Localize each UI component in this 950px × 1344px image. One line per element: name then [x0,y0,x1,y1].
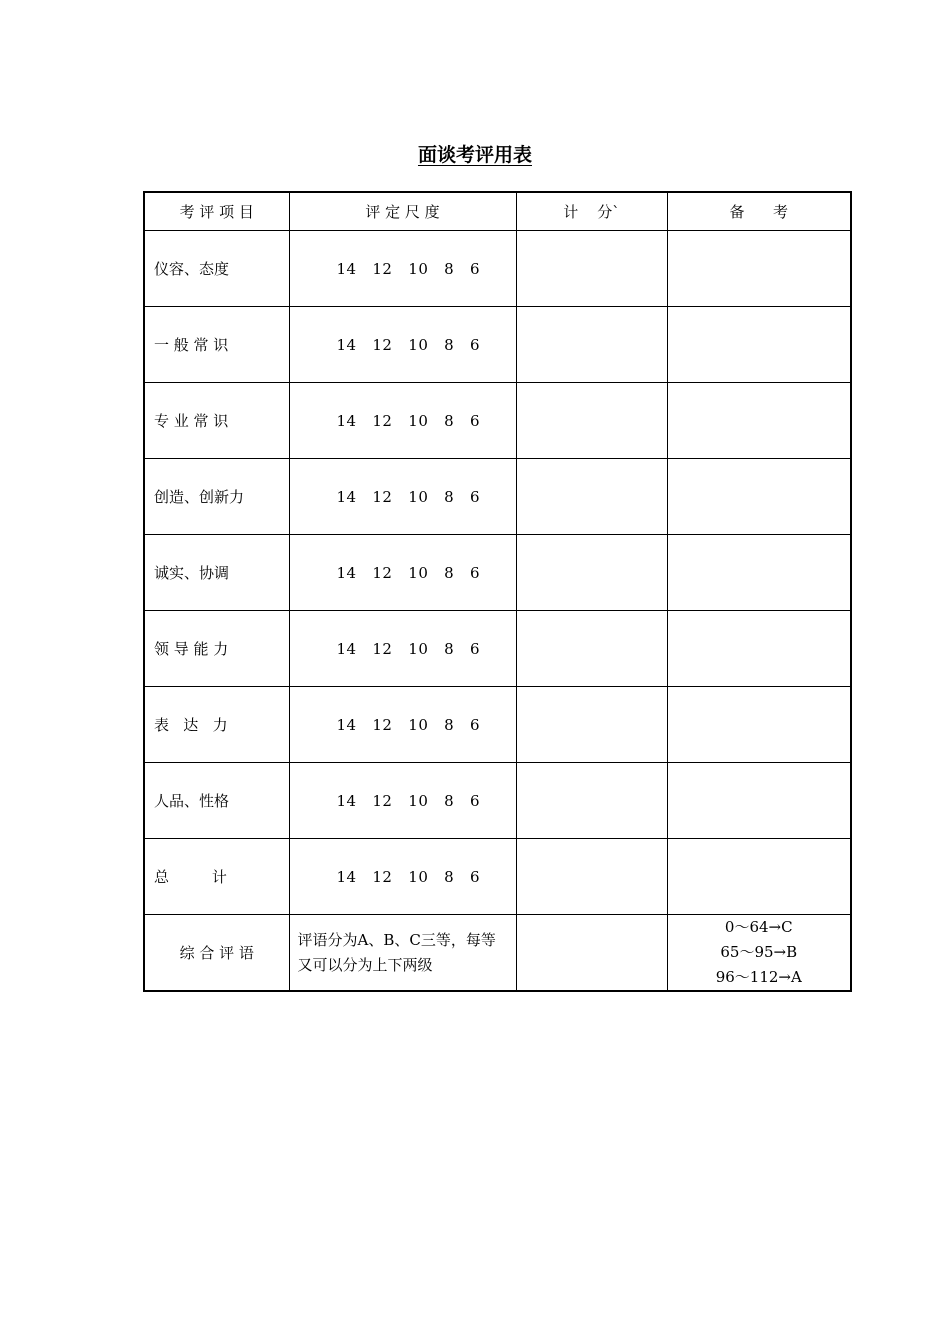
row-score-cell[interactable] [516,383,667,459]
row-scale-values: 14 12 10 8 6 [336,335,481,354]
row-remark-cell[interactable] [667,383,851,459]
row-item-label: 创造、创新力 [144,459,289,535]
row-scale-values: 14 12 10 8 6 [336,639,481,658]
row-remark-cell[interactable] [667,839,851,915]
row-scale-values: 14 12 10 8 6 [336,259,481,278]
page-title [0,140,950,167]
row-score-cell[interactable] [516,611,667,687]
header-item: 考 评 项 目 [144,192,289,231]
row-remark-cell[interactable] [667,459,851,535]
table-row [144,535,851,611]
summary-row [144,915,851,992]
row-score-cell[interactable] [516,839,667,915]
summary-text: 评语分为A、B、C三等，每等又可以分为上下两级 [289,915,516,992]
row-scale-values: 14 12 10 8 6 [336,715,481,734]
row-scale-values: 14 12 10 8 6 [336,487,481,506]
table-row [144,459,851,535]
table-row [144,383,851,459]
row-score-cell[interactable] [516,307,667,383]
grade-thresholds [667,915,851,992]
row-scale [289,839,516,915]
header-remark: 备 考 [667,192,851,231]
row-item-label: 专 业 常 识 [144,383,289,459]
row-score-cell[interactable] [516,687,667,763]
row-score-cell[interactable] [516,459,667,535]
row-score-cell[interactable] [516,763,667,839]
interview-evaluation-table [143,191,852,992]
summary-label: 综 合 评 语 [144,915,289,992]
table-row [144,763,851,839]
row-scale [289,459,516,535]
row-item-label: 仪容、态度 [144,231,289,307]
row-scale [289,231,516,307]
row-score-cell[interactable] [516,231,667,307]
row-scale [289,535,516,611]
row-item-label: 人品、性格 [144,763,289,839]
row-scale [289,307,516,383]
row-item-label: 一 般 常 识 [144,307,289,383]
row-scale-values: 14 12 10 8 6 [336,791,481,810]
row-scale-values: 14 12 10 8 6 [336,563,481,582]
row-scale-values: 14 12 10 8 6 [336,411,481,430]
row-scale-values: 14 12 10 8 6 [336,867,481,886]
row-scale [289,611,516,687]
row-scale [289,383,516,459]
grade-line-b: 65～95→B [720,943,798,961]
row-remark-cell[interactable] [667,763,851,839]
table-header-row [144,192,851,231]
table-row [144,611,851,687]
row-scale [289,763,516,839]
row-item-label: 表 达 力 [144,687,289,763]
summary-score-cell[interactable] [516,915,667,992]
table-row [144,307,851,383]
row-item-label: 总 计 [144,839,289,915]
page-title-text: 面谈考评用表 [417,144,532,166]
table-row [144,687,851,763]
header-scale: 评 定 尺 度 [289,192,516,231]
row-scale [289,687,516,763]
row-item-label: 诚实、协调 [144,535,289,611]
row-score-cell[interactable] [516,535,667,611]
row-remark-cell[interactable] [667,231,851,307]
header-score: 计 分` [516,192,667,231]
grade-line-c: 0～64→C [724,918,793,936]
row-remark-cell[interactable] [667,687,851,763]
table-row [144,231,851,307]
row-item-label: 领 导 能 力 [144,611,289,687]
row-remark-cell[interactable] [667,307,851,383]
grade-line-a: 96～112→A [715,968,802,986]
row-remark-cell[interactable] [667,611,851,687]
row-remark-cell[interactable] [667,535,851,611]
table-row [144,839,851,915]
